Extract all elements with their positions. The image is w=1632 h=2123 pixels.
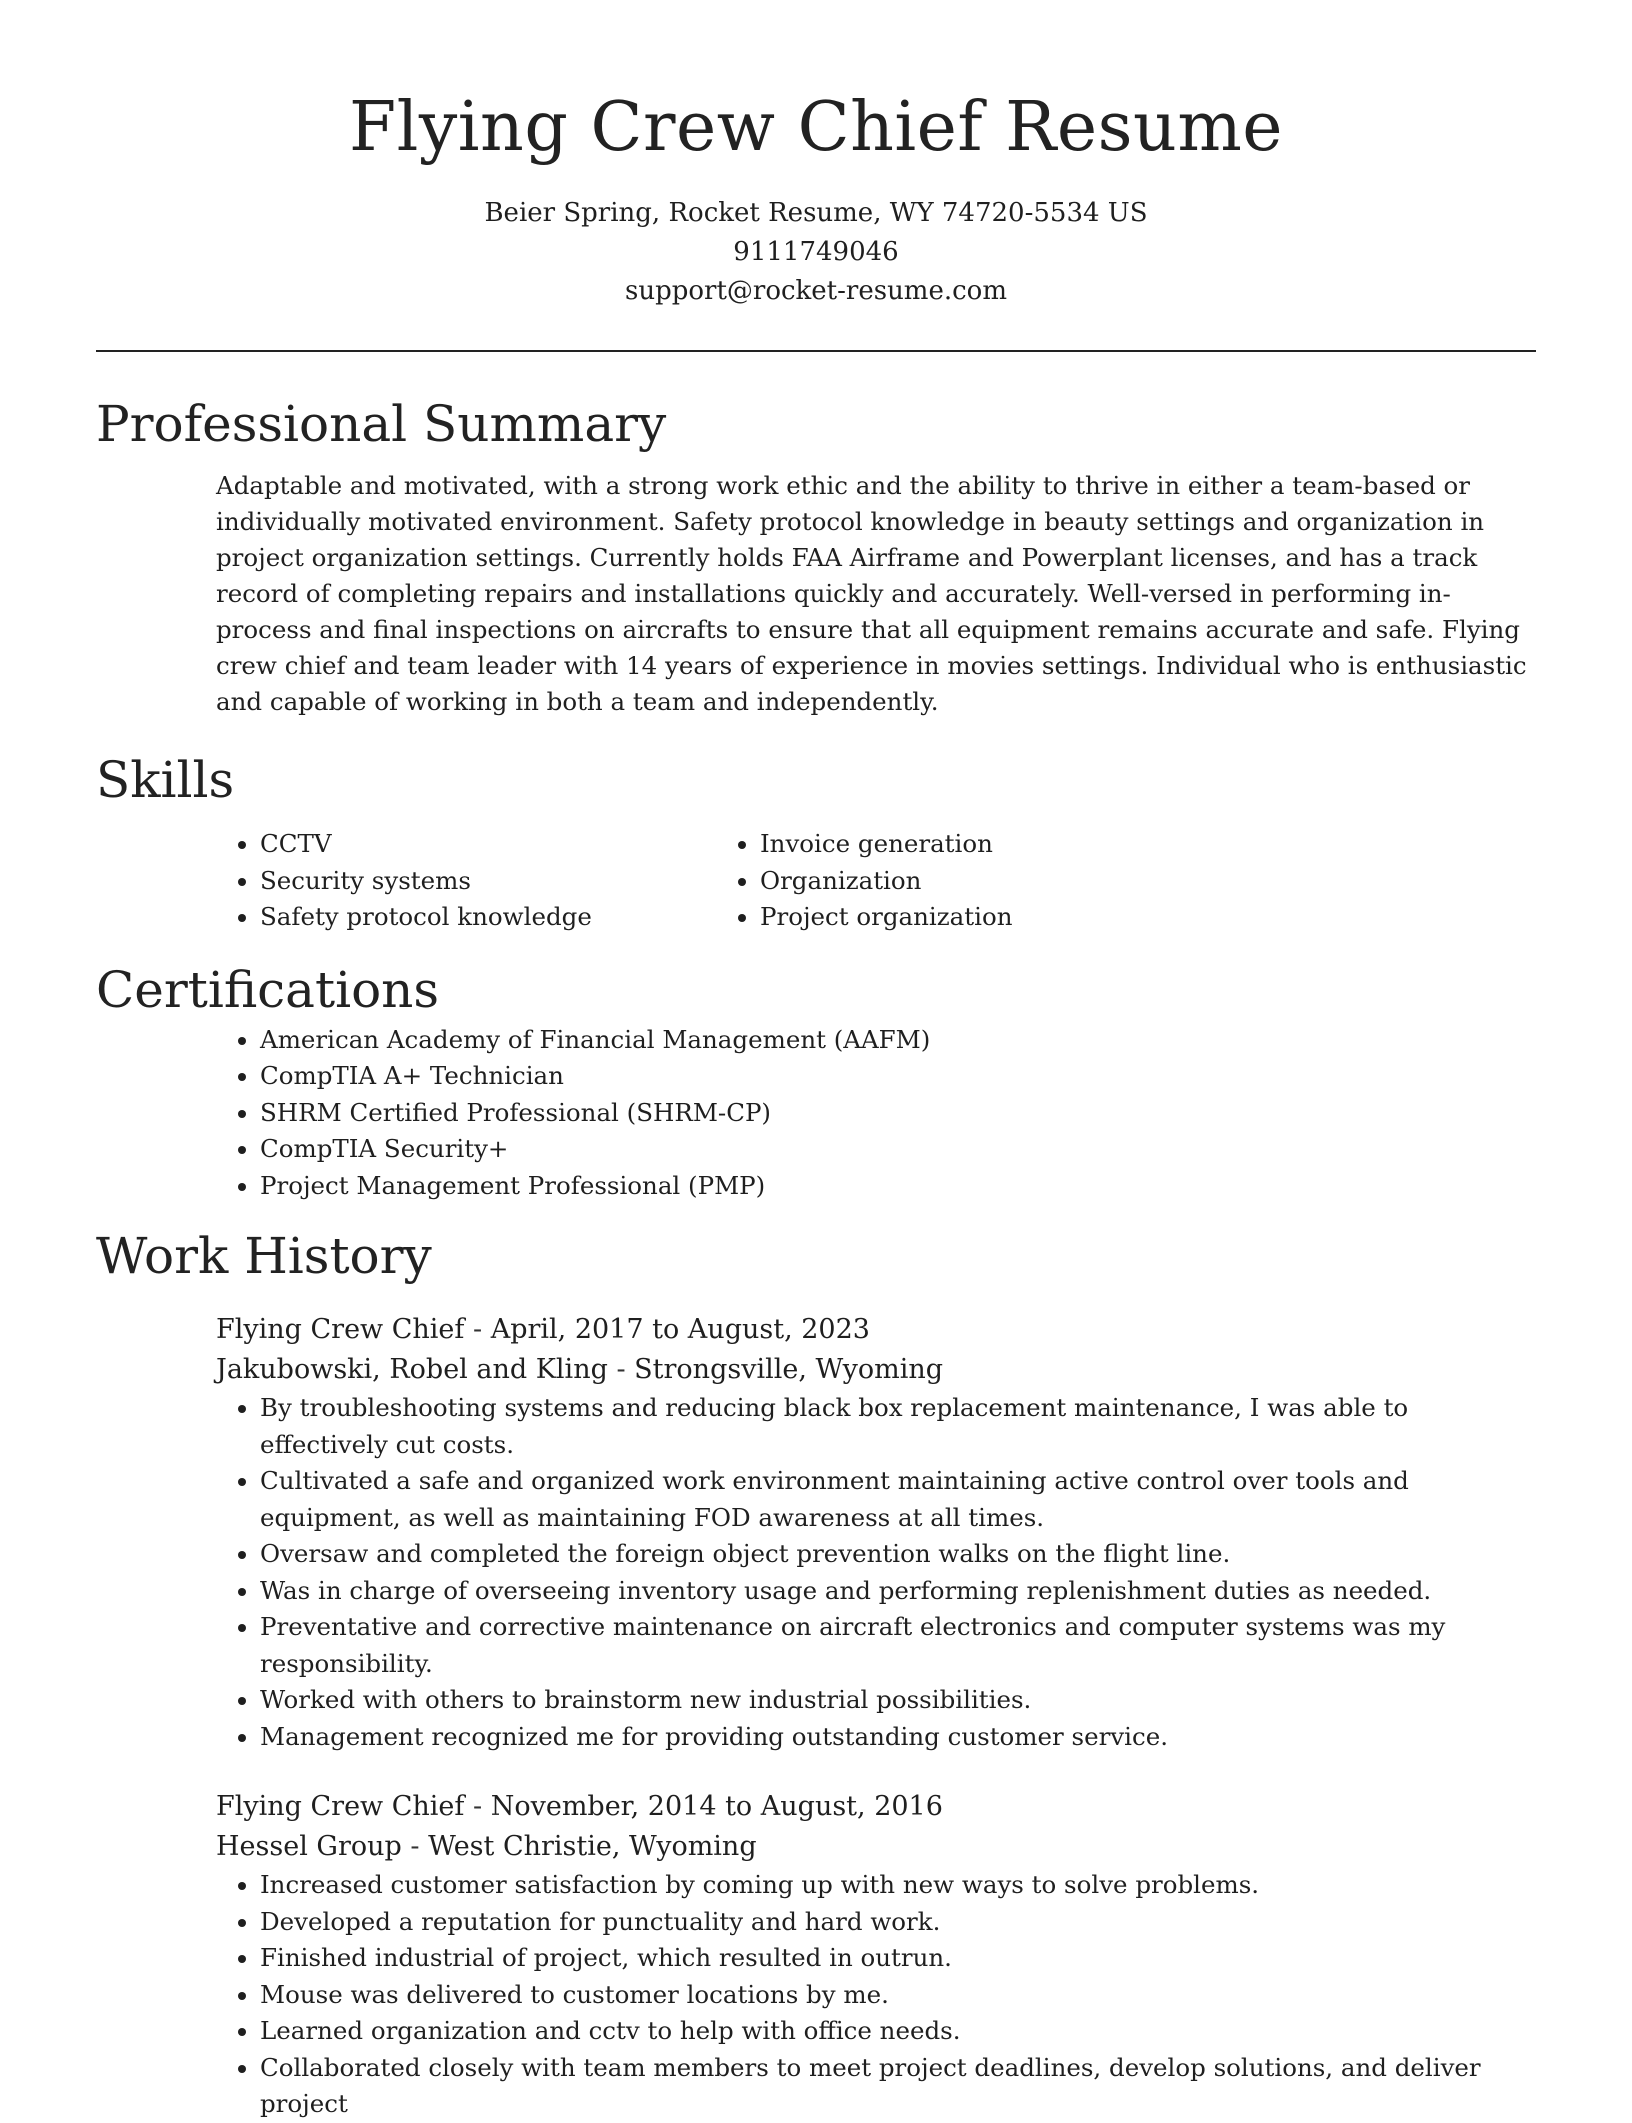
skill-item: • CCTV (260, 826, 746, 863)
skills-column-left (96, 826, 746, 936)
job-bullet: • Oversaw and completed the foreign object prevention walks on the flight line. (260, 1536, 1536, 1573)
job-dates: April, 2017 to August, 2023 (490, 1314, 870, 1345)
job-bullet: • Developed a reputation for punctuality and hard work. (260, 1904, 1536, 1941)
certification-item: • Project Management Professional (PMP) (260, 1168, 1536, 1205)
contact-address: Beier Spring, Rocket Resume, WY 74720-5534 US (484, 198, 1148, 228)
contact-email: support@rocket-resume.com (624, 276, 1007, 306)
skills-list-right (760, 826, 1013, 936)
separator: - (464, 1791, 491, 1822)
skills-section (96, 748, 1536, 936)
job-entry (216, 1310, 1536, 1755)
job-bullet: • Preventative and corrective maintenance on aircraft electronics and computer systems was my responsibility. (260, 1609, 1536, 1682)
resume-header (96, 0, 1536, 311)
job-location: Strongsville, Wyoming (634, 1354, 944, 1385)
job-bullet: • Was in charge of overseeing inventory usage and performing replenishment duties as needed. (260, 1573, 1536, 1610)
skills-grid (96, 826, 1536, 936)
resume-title: Flying Crew Chief Resume (348, 88, 1284, 167)
job-bullet: • Collaborated closely with team members to meet project deadlines, develop solutions, and deliver project (260, 2050, 1536, 2123)
job-bullets (216, 1390, 1536, 1755)
certifications-section (96, 958, 1536, 1205)
skill-item: • Invoice generation (760, 826, 1013, 863)
job-company: Hessel Group (216, 1831, 402, 1862)
skill-item: • Project organization (760, 899, 1013, 936)
job-company: Jakubowski, Robel and Kling (216, 1354, 608, 1385)
job-title-line (216, 1787, 1536, 1827)
resume-page (96, 0, 1536, 2123)
job-title: Flying Crew Chief (216, 1791, 465, 1822)
certification-item: • SHRM Certified Professional (SHRM-CP) (260, 1095, 1536, 1132)
job-bullet: • Finished industrial of project, which resulted in outrun. (260, 1940, 1536, 1977)
separator: - (464, 1314, 491, 1345)
separator: - (401, 1831, 429, 1862)
summary-section (96, 392, 1536, 720)
job-location: West Christie, Wyoming (428, 1831, 757, 1862)
job-dates: November, 2014 to August, 2016 (490, 1791, 943, 1822)
job-bullet: • Management recognized me for providing outstanding customer service. (260, 1719, 1536, 1756)
summary-heading: Professional Summary (96, 395, 667, 453)
skill-item: • Safety protocol knowledge (260, 899, 746, 936)
job-bullet: • Mouse was delivered to customer locations by me. (260, 1977, 1536, 2014)
certifications-list (96, 1022, 1536, 1205)
skills-heading: Skills (96, 751, 235, 809)
job-bullet: • Cultivated a safe and organized work environment maintaining active control over tools and equipment, as well as maintaining FOD awareness at all times. (260, 1463, 1536, 1536)
skills-column-right (746, 826, 1013, 936)
job-bullet: • Learned organization and cctv to help with office needs. (260, 2013, 1536, 2050)
job-title: Flying Crew Chief (216, 1314, 465, 1345)
job-bullets (216, 1867, 1536, 2123)
job-bullet: • Increased customer satisfaction by coming up with new ways to solve problems. (260, 1867, 1536, 1904)
skill-item: • Security systems (260, 863, 746, 900)
certification-item: • American Academy of Financial Management (AAFM) (260, 1022, 1536, 1059)
work-history-section (96, 1224, 1536, 2123)
skills-list-left (96, 826, 746, 936)
job-company-line (216, 1350, 1536, 1390)
separator: - (607, 1354, 635, 1385)
job-title-line (216, 1310, 1536, 1350)
job-bullet: • Worked with others to brainstorm new industrial possibilities. (260, 1682, 1536, 1719)
job-bullet: • By troubleshooting systems and reducing black box replacement maintenance, I was able to effectively cut costs. (260, 1390, 1536, 1463)
certification-item: • CompTIA Security+ (260, 1131, 1536, 1168)
header-divider (96, 350, 1536, 352)
summary-text: Adaptable and motivated, with a strong work ethic and the ability to thrive in either a team-based or individually motivated environment. Safety protocol knowledge in beauty settings and organization in project organization settings. Currently holds FAA Airframe and Powerplant licenses, and has a track record of completing repairs and installations quickly and accurately. Well-versed in performing in-process and final inspections on aircrafts to ensure that all equipment remains accurate and safe. Flying crew chief and team leader with 14 years of experience in movies settings. Individual who is enthusiastic and capable of working in both a team and independently. (216, 471, 1527, 716)
skill-item: • Organization (760, 863, 1013, 900)
job-company-line (216, 1827, 1536, 1867)
job-entry (216, 1787, 1536, 2123)
contact-phone: 9111749046 (733, 237, 899, 267)
work-history-heading: Work History (96, 1227, 432, 1285)
certifications-heading: Certifications (96, 960, 440, 1019)
certification-item: • CompTIA A+ Technician (260, 1058, 1536, 1095)
